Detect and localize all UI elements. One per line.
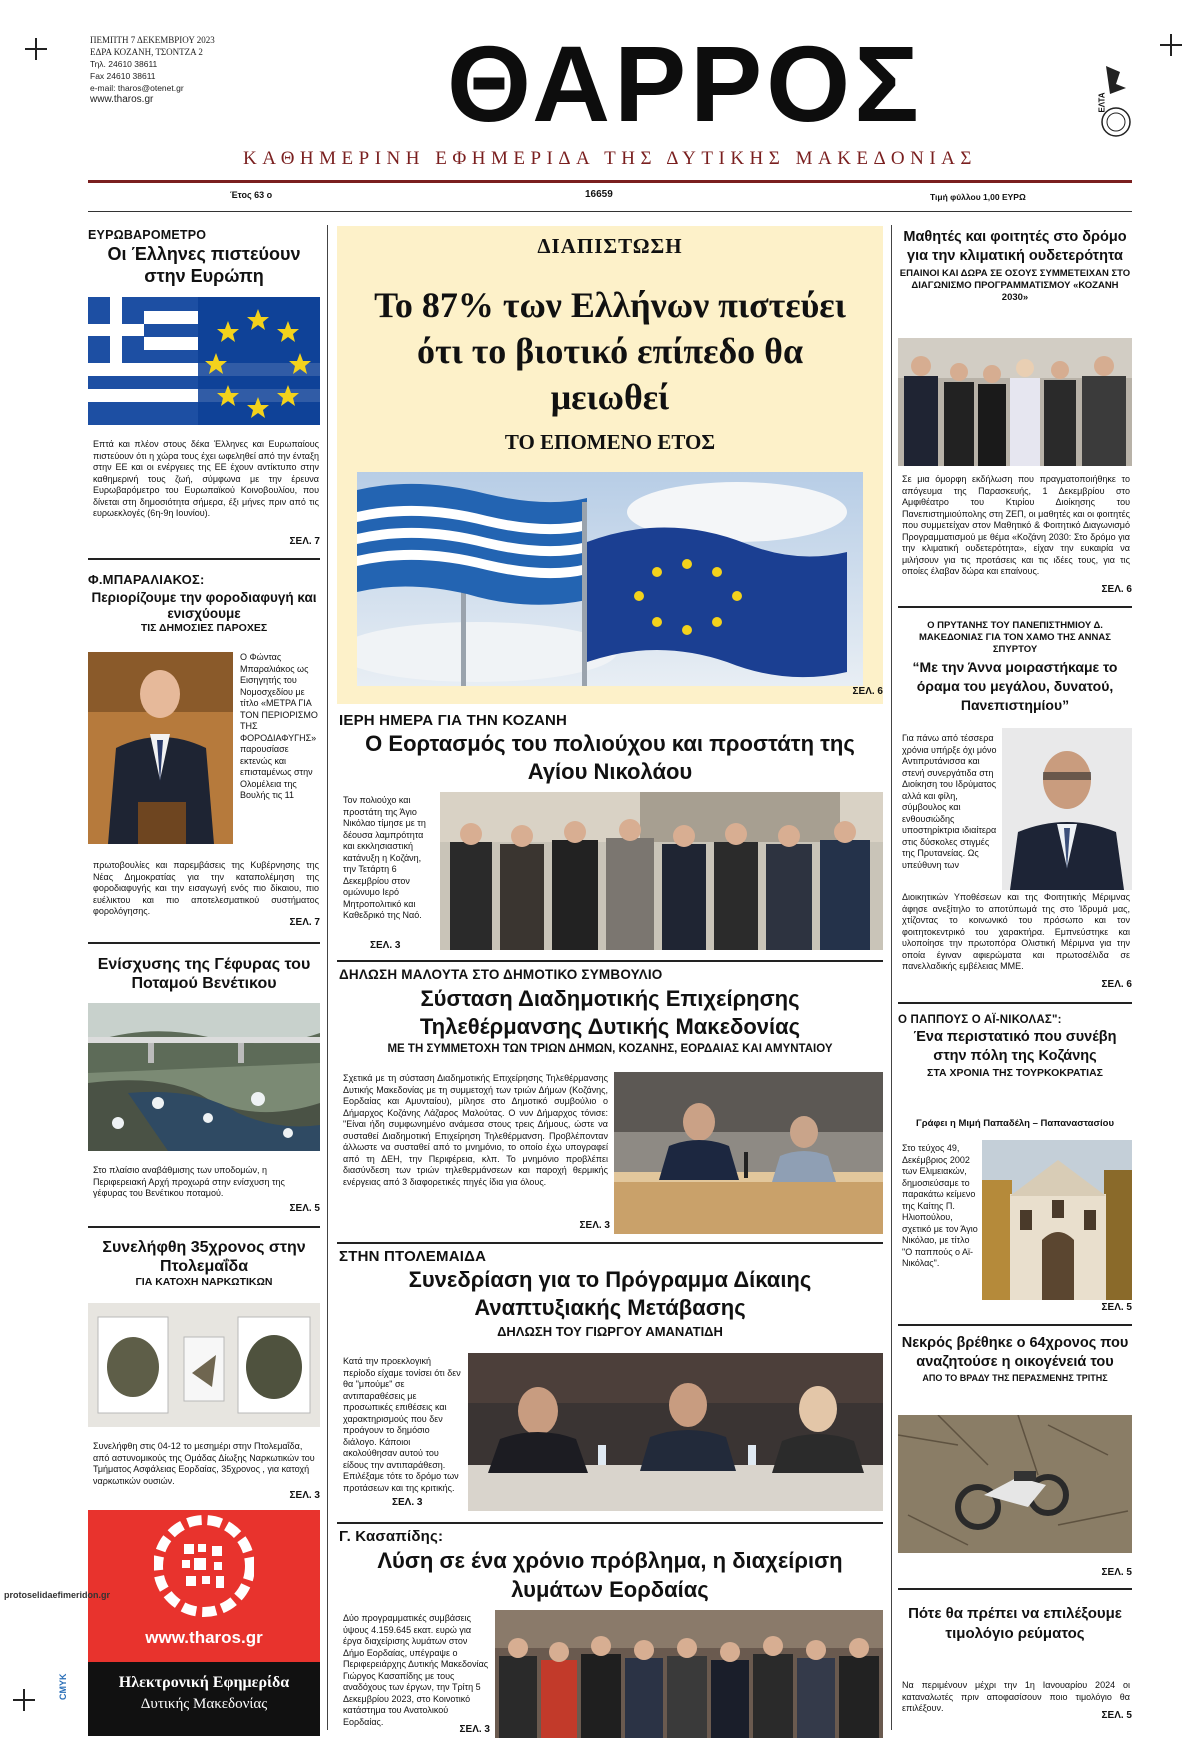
page-ref[interactable]: ΣΕΛ. 3: [392, 1497, 423, 1508]
page-ref[interactable]: ΣΕΛ. 5: [1101, 1710, 1132, 1721]
tharos-ad-banner[interactable]: [88, 1510, 320, 1662]
year-number: Έτος 63 ο: [230, 190, 273, 200]
page-ref[interactable]: ΣΕΛ. 3: [459, 1724, 490, 1735]
article-divider: [88, 942, 320, 944]
page-ref[interactable]: ΣΕΛ. 6: [1101, 979, 1132, 990]
ad-website[interactable]: www.tharos.gr: [145, 1628, 263, 1647]
speaker-at-parliament-photo: [88, 652, 233, 844]
article-body: Να περιμένουν μέχρι την 1η Ιανουαρίου 2024 οι καταναλωτές πριν αποφασίσουν ποιο τιμολόγιο θα επιλέξουν.: [902, 1680, 1130, 1713]
ad-line2: Δυτικής Μακεδονίας: [140, 1696, 268, 1712]
fax: Fax 24610 38611: [90, 71, 156, 81]
page-ref[interactable]: ΣΕΛ. 5: [289, 1203, 320, 1214]
article-subtitle: ΔΗΛΩΣΗ ΤΟΥ ΓΙΩΡΓΟΥ ΑΜΑΝΑΤΙΔΗ: [497, 1324, 723, 1339]
article-title[interactable]: Συνελήφθη 35χρονος στην Πτολεμαΐδα: [102, 1239, 306, 1276]
page-ref[interactable]: ΣΕΛ. 3: [579, 1220, 610, 1231]
article-body: πρωτοβουλίες και παρεμβάσεις της Κυβέρνησης της Νέας Δημοκρατίας για την καταπολέμηση της φοροδιαφυγής και την εισαγωγή ενός πιο δίκαιου, πιο ευέλικτου και πιο αποτελεσματικού συστήματος φορολόγησης.: [93, 860, 319, 916]
article-body: Τον πολιούχο και προστάτη της Άγιο Νικόλαο τίμησε με τη δέουσα λαμπρότητα και εκκλησιαστική κατάνυξη η Κοζάνη, την Τετάρτη 6 Δεκεμβρίου στον ομώνυμο Ιερό Μητροπολιτικό και Καθεδρικό της Ναό.: [343, 795, 426, 920]
article-subtitle: ΕΠΑΙΝΟΙ ΚΑΙ ΔΩΡΑ ΣΕ ΟΣΟΥΣ ΣΥΜΜΕΤΕΙΧΑΝ ΣΤΟ ΔΙΑΓΩΝΙΣΜΟ ΠΡΟΓΡΑΜΜΑΤΙΣΜΟΥ «ΚΟΖΑΝΗ 2030»: [899, 268, 1131, 303]
cmyk-mark: CMYK: [58, 1673, 68, 1700]
ad-footer: [88, 1662, 320, 1736]
article-title[interactable]: Περιορίζουμε την φοροδιαφυγή και ενισχύουμε: [91, 590, 317, 622]
article-subtitle: ΣΤΑ ΧΡΟΝΙΑ ΤΗΣ ΤΟΥΡΚΟΚΡΑΤΙΑΣ: [927, 1067, 1103, 1079]
article-bridge[interactable]: [88, 955, 320, 993]
office-address: ΕΔΡΑ ΚΟΖΑΝΗ, ΤΣΟΝΤΖΑ 2: [90, 47, 203, 57]
article-body: Στο τεύχος 49, Δεκέμβριος 2002 των Ελιμειακών, δημοσιεύσαμε το παρακάτω κείμενο της Καίτης Π. Ηλιοπούλου, σχετικό με τον Άγιο Νικόλαο, με τίτλο "Ο παππούς ο Αϊ-Νικόλας".: [902, 1143, 978, 1268]
article-electricity-tariff[interactable]: [898, 1604, 1132, 1644]
church-facade-photo: [982, 1140, 1132, 1300]
article-divider: [898, 1588, 1132, 1590]
column-divider: [891, 225, 892, 1730]
article-title[interactable]: Σύσταση Διαδημοτικής Επιχείρησης Τηλεθέρμανσης Δυτικής Μακεδονίας: [419, 986, 801, 1039]
page-ref[interactable]: ΣΕΛ. 7: [289, 917, 320, 928]
article-kicker: Ο ΠΑΠΠΟΥΣ Ο ΑΪ-ΝΙΚΟΛΑΣ":: [898, 1014, 1062, 1026]
article-arrest[interactable]: [88, 1238, 320, 1288]
article-body: Για πάνω από τέσσερα χρόνια υπήρξε όχι μόνο Αντιπρυτάνισσα και στενή συνεργάτιδα στη Διοίκηση του Ιδρύματος αλλά και φίλη, σύμβουλος και ενθουσιώδης υποστηρίκτρια ιδιαίτερα στις δύσκολες στιγμές της Πρυτανείας. Ως υπεύθυνη των: [902, 733, 997, 870]
crop-mark: [13, 1689, 35, 1711]
article-divider: [88, 558, 320, 560]
award-ceremony-photo: [898, 338, 1132, 466]
article-body: Σε μια όμορφη εκδήλωση που πραγματοποιήθηκε το απόγευμα της Παρασκευής, 1 Δεκεμβρίου στο Αμφιθέατρο του Κτιρίου Διοίκησης του Πανεπιστημιούπολης στη ΖΕΠ, οι μαθητές και οι φοιτητές που συμμετείχαν στον Μαθητικό & Φοιτητικό Διαγωνισμό Προγραμματισμού με θέμα «Κοζάνη 2030: Στο δρόμο για την κλιματική ουδετερότητα», είχαν την ευκαιρία να μιλήσουν για τις προτάσεις και τις ιδέες τους, για τις οποίες έλαβαν δώρα και επαίνους.: [902, 474, 1130, 576]
article-title[interactable]: Μαθητές και φοιτητές στο δρόμο για την κλιματική ουδετερότητα: [903, 229, 1127, 264]
crop-mark: [1160, 34, 1182, 56]
article-body: Σχετικά με τη σύσταση Διαδημοτικής Επιχείρησης Τηλεθέρμανσης Δυτικής Μακεδονίας με τη συμμετοχή των τριών Δήμων (Κοζάνης, Εορδαίας και Αμυνταίου), μίλησε στο Δημοτικό συμβούλιο ο Δήμαρχος Κοζάνης Λάζαρος Μαλούτας. Ο νυν Δήμαρχος τόνισε: "Είναι ήδη συμφωνημένο ανάμεσα στους τρεις Δήμους, ώστε να συσταθεί Διαδημοτική Επιχείρηση Τηλεθέρμανση. Προβλέπονταν άλλωστε να συσταθεί από το μνημόνιο, το οποίο έχω υπογραφεί από τη ΔΕΗ, την Περιφέρεια, κλπ. Το μνημόνιο προβλέπει διασύνδεση των τριών τηλεθερμάνσεων και παροχή θερμικής ενέργειας από 3 διαφορετικές πηγές ίδια για όλους.: [343, 1073, 608, 1187]
article-divider: [898, 1324, 1132, 1326]
tagline: ΚΑΘΗΜΕΡΙΝΗ ΕΦΗΜΕΡΙΔΑ ΤΗΣ ΔΥΤΙΚΗΣ ΜΑΚΕΔΟΝΙΑΣ: [243, 148, 977, 169]
elta-stamp-icon: [1097, 62, 1132, 140]
article-title[interactable]: Οι Έλληνες πιστεύουν στην Ευρώπη: [107, 244, 301, 286]
article-body: Επτά και πλέον στους δέκα Έλληνες και Ευρωπαίους πιστεύουν ότι η χώρα τους έχει ωφεληθεί από την ένταξη στην ΕΕ και οι ενέργειες της ΕΕ έχουν αντίκτυπο στην καθημερινή τους ζωή, σύμφωνα με την έρευνα Ευρωβαρόμετρο του Ευρωπαϊκού Κοινοβουλίου, που δίνεται στη δημοσιότητα σήμερα, έξι μήνες πριν από τις ευρωεκλογές (6η-9η Ιουνίου).: [93, 439, 319, 518]
article-students-climate[interactable]: [898, 228, 1132, 304]
seized-drugs-photo: [88, 1303, 320, 1427]
article-divider: [88, 1226, 320, 1228]
page-ref[interactable]: ΣΕΛ. 6: [852, 686, 883, 697]
page-ref[interactable]: ΣΕΛ. 5: [1101, 1302, 1132, 1313]
watermark: protoselidaefimeridon.gr: [4, 1590, 111, 1600]
st-nikolaos-procession-photo: [440, 792, 883, 950]
page-ref[interactable]: ΣΕΛ. 5: [1101, 1567, 1132, 1578]
crop-mark: [25, 38, 47, 60]
lead-subtitle: ΤΟ ΕΠΟΜΕΝΟ ΕΤΟΣ: [504, 430, 716, 454]
article-subtitle: ΓΙΑ ΚΑΤΟΧΗ ΝΑΡΚΩΤΙΚΩΝ: [135, 1276, 273, 1289]
article-kicker: Ο ΠΡΥΤΑΝΗΣ ΤΟΥ ΠΑΝΕΠΙΣΤΗΜΙΟΥ Δ. ΜΑΚΕΔΟΝΙΑΣ ΓΙΑ ΤΟΝ ΧΑΜΟ ΤΗΣ ΑΝΝΑΣ ΣΠΥΡΤΟΥ: [919, 620, 1111, 655]
article-title[interactable]: Πότε θα πρέπει να επιλέξουμε τιμολόγιο ρεύματος: [908, 1605, 1122, 1642]
masthead-logo: ΘΑΡΡΟΣ: [447, 23, 923, 144]
qr-logo-icon: [154, 1514, 254, 1626]
city-council-photo: [614, 1072, 883, 1234]
article-found-dead[interactable]: [898, 1334, 1132, 1383]
article-subtitle: ΜΕ ΤΗ ΣΥΜΜΕΤΟΧΗ ΤΩΝ ΤΡΙΩΝ ΔΗΜΩΝ, ΚΟΖΑΝΗΣ, ΕΟΡΔΑΙΑΣ ΚΑΙ ΑΜΥΝΤΑΙΟΥ: [387, 1043, 833, 1055]
article-agios-nikolas[interactable]: [898, 1014, 1132, 1079]
issue-number: 16659: [585, 189, 613, 200]
ad-line1: Ηλεκτρονική Εφημερίδα: [118, 1674, 290, 1691]
article-baraliakos[interactable]: [88, 572, 320, 634]
article-title[interactable]: Ένα περιστατικό που συνέβη στην πόλη της Κοζάνης: [913, 1029, 1117, 1064]
article-title[interactable]: “Με την Άννα μοιραστήκαμε το όραμα του μεγάλου, δυνατού, Πανεπιστημίου”: [912, 659, 1118, 713]
article-body: Διοικητικών Υποθέσεων και της Φοιτητικής Μέριμνας άφησε ανεξίτηλο το αποτύπωμά της στο Ίδρυμά μας, χτίζοντας το κοινωνικό του πρόσωπο και τον φοιτητοκεντρικό του χαρακτήρα. Εμπνεύστηκε και υλοποίησε την πρωτοπόρα Ολιστική Μέριμνα για την οποία έγιναν αφιερώματα και πρωτοσέλιδα σε πανελλαδικής εμβέλειας ΜΜΕ.: [902, 892, 1130, 971]
article-title[interactable]: Συνεδρίαση για το Πρόγραμμα Δίκαιης Αναπτυξιακής Μετάβασης: [408, 1267, 812, 1320]
phone: Τηλ. 24610 38611: [90, 59, 158, 69]
eu-greece-flags-photo: [88, 297, 320, 425]
page-ref[interactable]: ΣΕΛ. 3: [289, 1490, 320, 1501]
article-kicker: ΙΕΡΗ ΗΜΕΡΑ ΓΙΑ ΤΗΝ ΚΟΖΑΝΗ: [339, 712, 568, 729]
contract-signing-group-photo: [495, 1610, 883, 1738]
article-title[interactable]: Ο Εορτασμός του πολιούχου και προστάτη της Αγίου Νικολάου: [365, 731, 855, 784]
publisher-info: [90, 34, 300, 106]
article-subtitle: ΑΠΟ ΤΟ ΒΡΑΔΥ ΤΗΣ ΠΕΡΑΣΜΕΝΗΣ ΤΡΙΤΗΣ: [922, 1373, 1108, 1383]
header-rule-thin: [88, 211, 1132, 212]
article-body: Κατά την προεκλογική περίοδο είχαμε τονίσει ότι δεν θα "μπούμε" σε αντιπαραθέσεις με προσωπικές επιθέσεις και χαρακτηρισμούς που δεν προάγουν το δημόσιο διάλογο. Κάποιοι ακολούθησαν αυτού του είδους την αντιπαράθεση. Επιλέξαμε τότε το δρόμο των προτάσεων και της κριτικής.: [343, 1356, 461, 1493]
email: e-mail: tharos@otenet.gr: [90, 83, 184, 93]
article-body: Συνελήφθη στις 04-12 το μεσημέρι στην Πτολεμαΐδα, από αστυνομικούς της Ομάδας Δίωξης Ναρκωτικών του Τμήματος Ασφάλειας Εορδαίας, 35χρονος , για κατοχή ναρκωτικών ουσιών.: [93, 1441, 315, 1486]
elta-label: ΕΛΤΑ: [1097, 92, 1107, 113]
article-rector-anna[interactable]: [898, 620, 1132, 715]
waving-flags-photo: [357, 472, 863, 686]
article-body: Δύο προγραμματικές συμβάσεις ύψους 4.159.645 εκατ. ευρώ για έργα διαχείρισης λυμάτων στον Δήμο Εορδαίας, υπέγραψε ο Περιφερειάρχης Δυτικής Μακεδονίας Γιώργος Κασαπίδης με τους αναδόχους των έργων, την Τρίτη 5 Δεκεμβρίου 2023, στο Κοινοτικό κατάστημα του Ανατολικού Εορδαίας.: [343, 1613, 489, 1727]
article-divider: [337, 1522, 883, 1524]
river-bridge-photo: [88, 1003, 320, 1151]
article-kicker: ΔΗΛΩΣΗ ΜΑΛΟΥΤΑ ΣΤΟ ΔΗΜΟΤΙΚΟ ΣΥΜΒΟΥΛΙΟ: [339, 967, 663, 982]
lead-headline[interactable]: Το 87% των Ελλήνων πιστεύει ότι το βιοτικό επίπεδο θα μειωθεί: [374, 285, 846, 417]
article-divider: [337, 960, 883, 962]
article-kicker: Φ.ΜΠΑΡΑΛΙΑΚΟΣ:: [88, 572, 205, 587]
article-kicker: ΣΤΗΝ ΠΤΟΛΕΜΑΙΔΑ: [339, 1248, 487, 1265]
article-kicker: Γ. Κασαπίδης:: [339, 1528, 444, 1545]
article-title[interactable]: Ενίσχυσης της Γέφυρας του Ποταμού Βενέτικου: [97, 956, 311, 993]
column-divider: [327, 225, 328, 1730]
website[interactable]: www.tharos.gr: [90, 94, 154, 105]
page-ref[interactable]: ΣΕΛ. 7: [289, 536, 320, 547]
article-body: Ο Φώντας Μπαραλιάκος ως Εισηγητής του Νομοσχεδίου με τίτλο «ΜΕΤΡΑ ΓΙΑ ΤΟΝ ΠΕΡΙΟΡΙΣΜΟ ΤΗΣ ΦΟΡΟΔΙΑΦΥΓΗΣ» παρουσίασε εκτενώς και επισταμένως στην Ολομέλεια της Βουλής τις 11: [240, 652, 318, 800]
ptolemaida-meeting-photo: [468, 1353, 883, 1511]
article-kicker: ΕΥΡΩΒΑΡΟΜΕΤΡΟ: [88, 228, 207, 242]
article-body: Στο πλαίσιο αναβάθμισης των υποδομών, η Περιφερειακή Αρχή προχωρά στην ενίσχυση της γέφυρας του Βενέτικου ποταμού.: [93, 1165, 285, 1198]
article-title[interactable]: Νεκρός βρέθηκε ο 64χρονος που αναζητούσε η οικογένειά του: [901, 1335, 1129, 1370]
header-rule: [88, 180, 1132, 183]
issue-date: ΠΕΜΠΤΗ 7 ΔΕΚΕΜΒΡΙΟΥ 2023: [90, 35, 215, 45]
lead-kicker: ΔΙΑΠΙΣΤΩΣΗ: [537, 234, 683, 258]
article-divider: [337, 1242, 883, 1244]
article-subtitle: ΤΙΣ ΔΗΜΟΣΙΕΣ ΠΑΡΟΧΕΣ: [140, 622, 268, 635]
price: Τιμή φύλλου 1,00 ΕΥΡΩ: [930, 192, 1026, 202]
motorbike-in-field-photo: [898, 1415, 1132, 1553]
article-divider: [898, 606, 1132, 608]
article-title[interactable]: Λύση σε ένα χρόνιο πρόβλημα, η διαχείριση λυμάτων Εορδαίας: [377, 1548, 843, 1602]
page-ref[interactable]: ΣΕΛ. 6: [1101, 584, 1132, 595]
byline: Γράφει η Μιμή Παπαδέλη – Παπαναστασίου: [916, 1118, 1114, 1129]
article-eurobarometer[interactable]: [88, 228, 320, 287]
rector-portrait-photo: [1002, 728, 1132, 890]
page-ref[interactable]: ΣΕΛ. 3: [370, 940, 401, 951]
article-divider: [898, 1002, 1132, 1004]
